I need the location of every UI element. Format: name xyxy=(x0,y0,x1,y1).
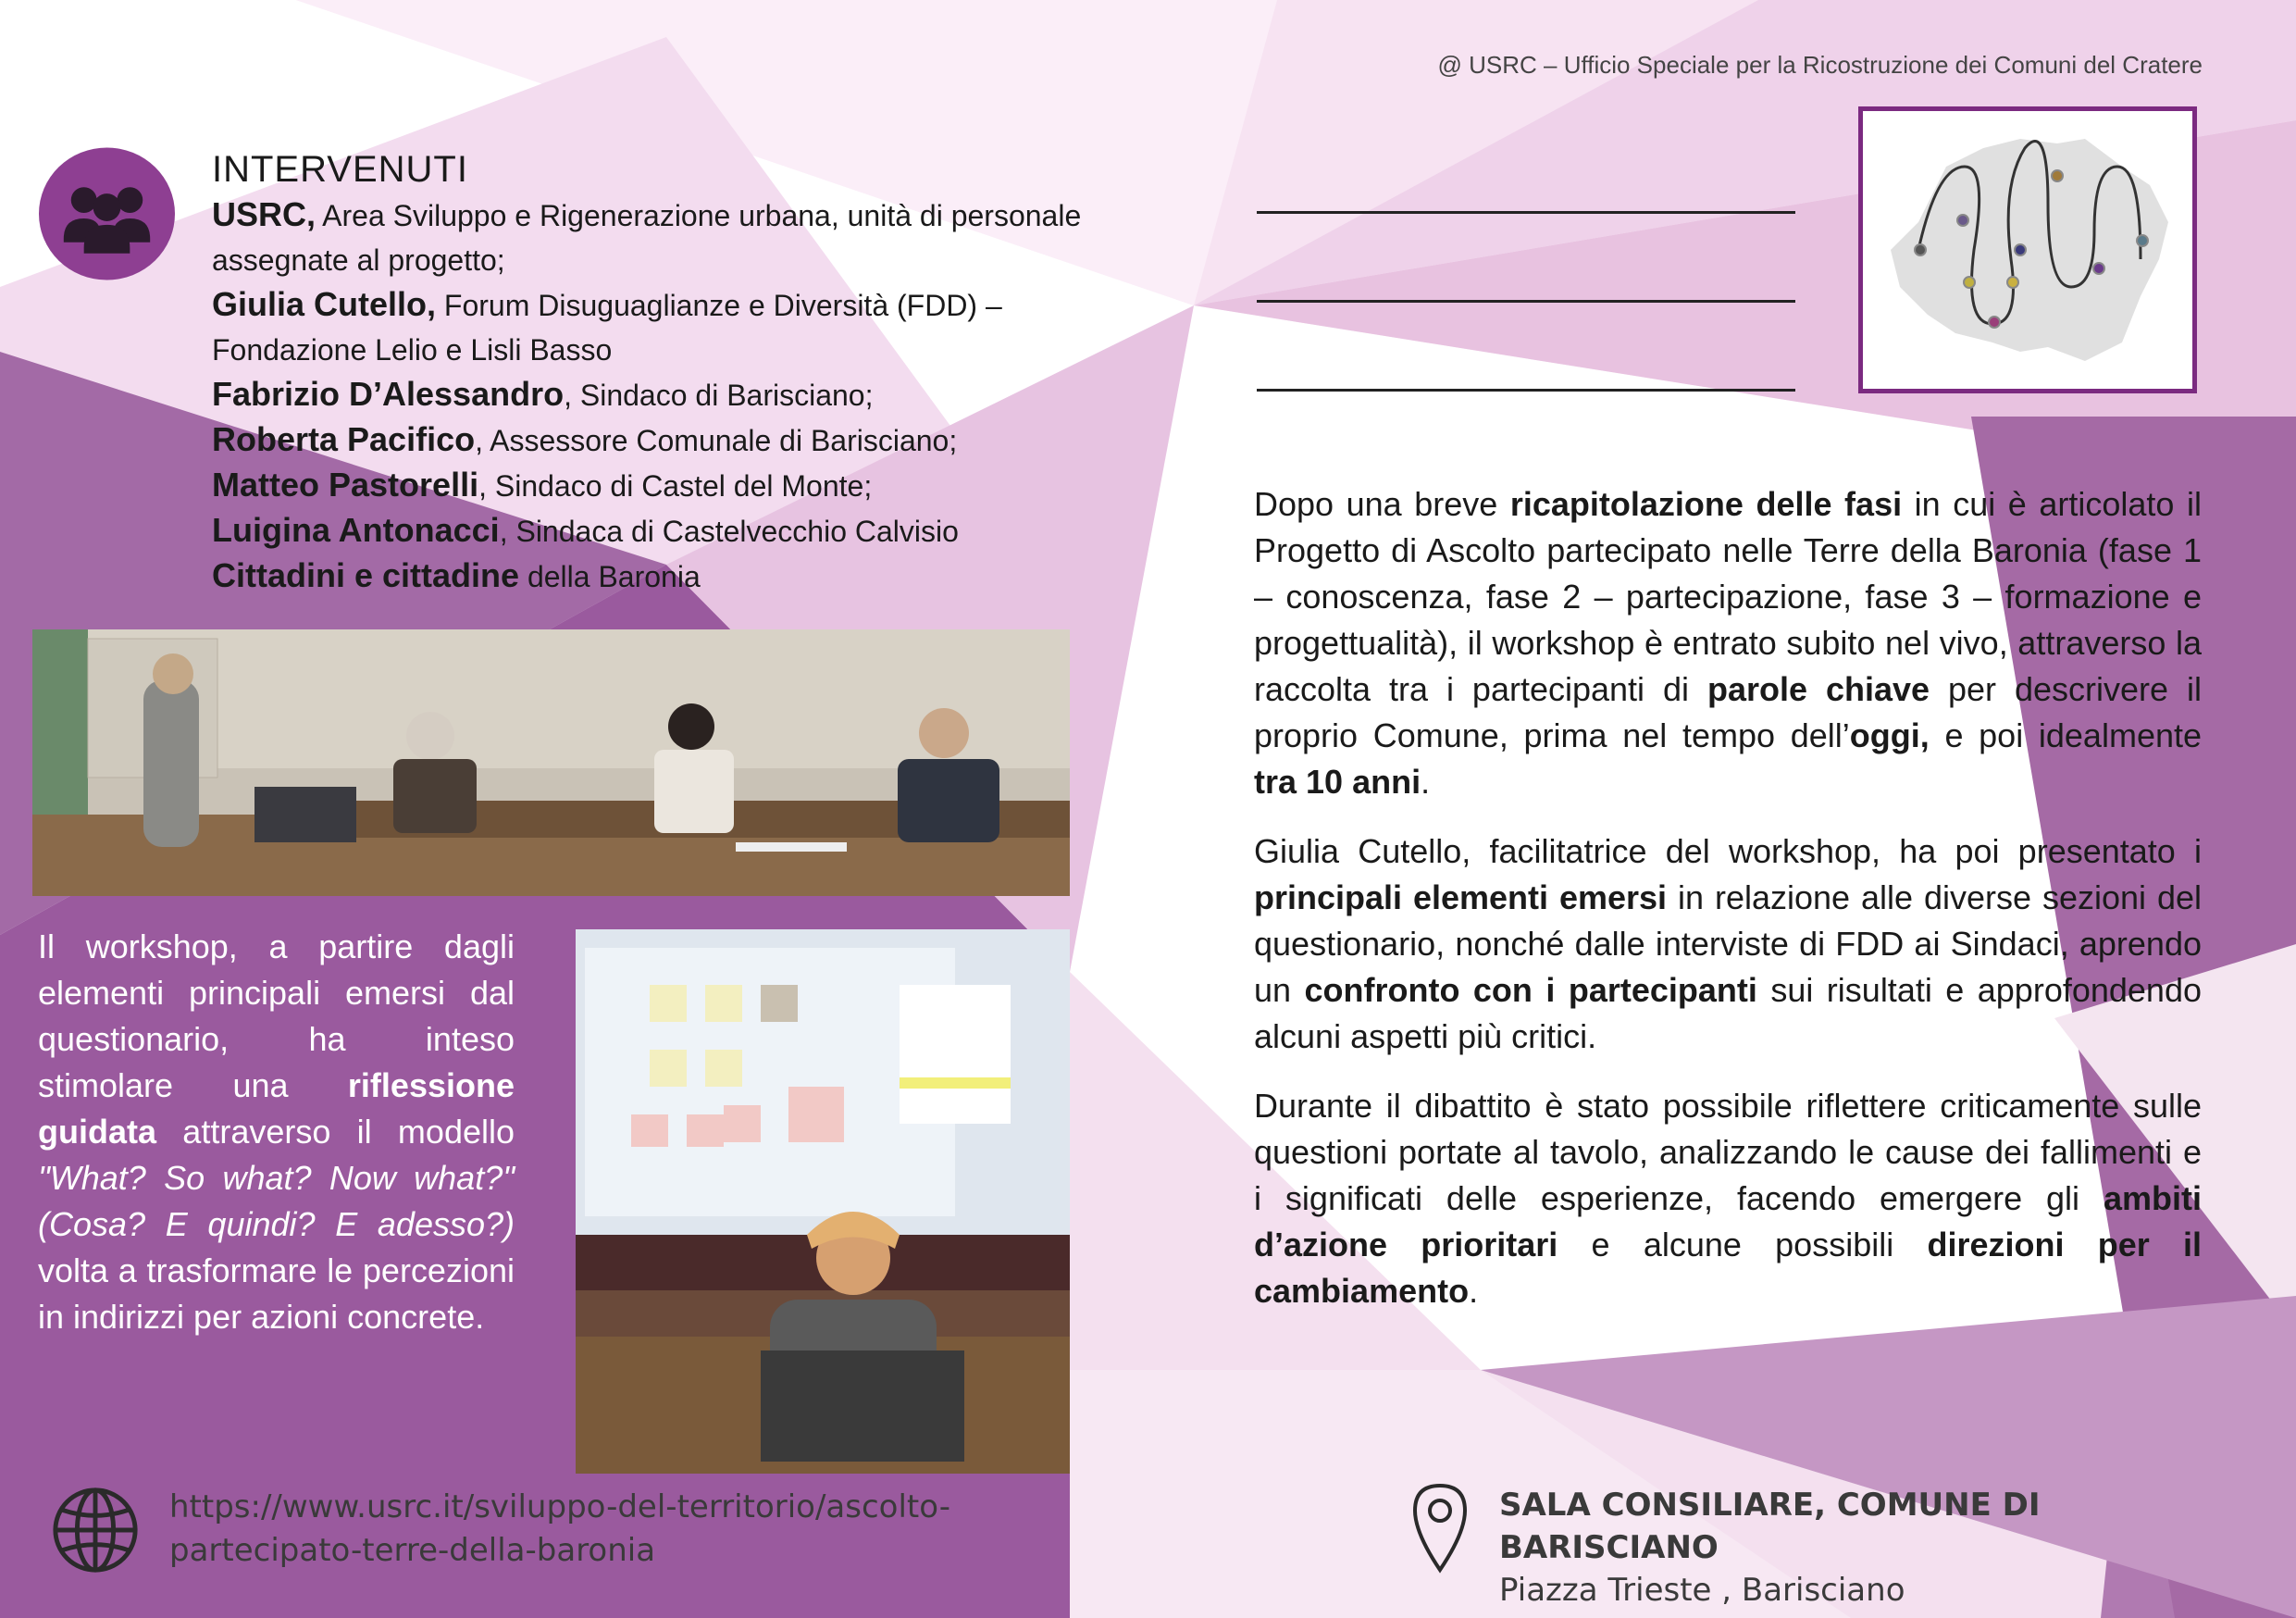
participant-entry xyxy=(212,282,1137,372)
participant-name: Cittadini e cittadine xyxy=(212,556,520,594)
text-run: Durante il dibattito è stato possibile riflettere criticamente sulle questioni portate al tavolo, analizzando le cause dei fallimenti e i significati delle esperienze, facendo emergere gli xyxy=(1254,1087,2202,1217)
blank-line xyxy=(1257,211,1795,214)
summary-paragraph-2 xyxy=(1254,828,2202,1060)
text-run: . xyxy=(1469,1272,1479,1310)
participant-entry xyxy=(212,554,1137,599)
participant-role: , Sindaca di Castelvecchio Calvisio xyxy=(499,515,959,548)
text-run: e poi idealmente xyxy=(1929,716,2203,754)
participant-entry xyxy=(212,508,1137,554)
participant-role: Area Sviluppo e Rigenerazione urbana, unità di personale assegnate al progetto; xyxy=(212,199,1082,277)
globe-icon xyxy=(50,1485,141,1575)
workshop-method-paragraph xyxy=(38,924,515,1340)
emphasis: oggi, xyxy=(1849,716,1930,754)
participant-entry xyxy=(212,193,1137,282)
text-run: Dopo una breve xyxy=(1254,485,1510,523)
venue-name: SALA CONSILIARE, COMUNE DI BARISCIANO xyxy=(1499,1487,2041,1566)
meeting-panel-photo xyxy=(32,629,1070,896)
workshop-summary xyxy=(1254,481,2202,1338)
emphasis: ricapitolazione delle fasi xyxy=(1509,485,1903,523)
workshop-facilitator-photo xyxy=(576,929,1070,1474)
emphasis: tra 10 anni xyxy=(1254,763,1421,801)
summary-paragraph-1 xyxy=(1254,481,2202,805)
blank-line xyxy=(1257,389,1795,392)
emphasis: direzioni per il cambiamento xyxy=(1254,1226,2203,1310)
participant-entry xyxy=(212,372,1137,417)
participant-name: Matteo Pastorelli xyxy=(212,466,479,504)
participant-name: Giulia Cutello, xyxy=(212,285,437,323)
group-icon xyxy=(38,146,176,281)
participant-name: Roberta Pacifico xyxy=(212,420,476,458)
participant-name: Luigina Antonacci xyxy=(212,511,500,549)
text-run: per descrivere il proprio Comune, prima nel tempo dell’ xyxy=(1254,670,2202,754)
text-run: in relazione alle diverse sezioni del questionario, nonché dalle interviste di FDD ai Sindaci, aprendo un xyxy=(1254,878,2202,1009)
emphasis: parole chiave xyxy=(1706,670,1930,708)
text-run: . xyxy=(1421,763,1431,801)
text-run: Il workshop, a partire dagli elementi principali emersi dal questionario, ha inteso stimolare una xyxy=(38,927,515,1104)
text-run: e alcune possibili xyxy=(1558,1226,1928,1263)
participant-role: della Baronia xyxy=(519,560,701,593)
project-link[interactable]: https://www.usrc.it/sviluppo-del-territorio/ascolto-partecipato-terre-della-baronia xyxy=(169,1488,950,1569)
participant-name: Fabrizio D’Alessandro xyxy=(212,375,565,413)
participant-role: , Assessore Comunale di Barisciano; xyxy=(475,424,958,457)
text-run: volta a trasformare le percezioni in indirizzi per azioni concrete. xyxy=(38,1251,515,1336)
italic-quote: "What? So what? Now what?" (Cosa? E quindi? E adesso?) xyxy=(38,1159,515,1243)
participants-title: INTERVENUTI xyxy=(212,149,468,190)
participant-entry xyxy=(212,463,1137,508)
blank-line xyxy=(1257,300,1795,303)
emphasis: riflessione guidata xyxy=(38,1066,515,1151)
emphasis: ambiti d’azione prioritari xyxy=(1254,1179,2202,1263)
participant-entry xyxy=(212,417,1137,463)
text-run: in cui è articolato il Progetto di Ascolto partecipato nelle Terre della Baronia (fase 1 – conoscenza, fase 2 – partecipazione, fase 3 – formazione e progettualità), il workshop è entrato subito nel vivo, attraverso la raccolta tra i partecipanti di xyxy=(1254,485,2203,708)
venue-info xyxy=(1499,1484,2240,1612)
text-run: Giulia Cutello, facilitatrice del workshop, ha poi presentato i xyxy=(1254,832,2202,870)
territory-map-image xyxy=(1858,106,2197,393)
text-run: sui risultati e approfondendo alcuni aspetti più critici. xyxy=(1254,971,2202,1055)
source-credit: @ USRC – Ufficio Speciale per la Ricostruzione dei Comuni del Cratere xyxy=(1437,51,2203,79)
participants-list xyxy=(212,146,1137,599)
participant-role: Forum Disuguaglianze e Diversità (FDD) – Fondazione Lelio e Lisli Basso xyxy=(212,289,1002,367)
participant-role: , Sindaco di Barisciano; xyxy=(564,379,874,412)
location-pin-icon xyxy=(1411,1481,1469,1574)
venue-address: Piazza Trieste , Barisciano xyxy=(1499,1572,1905,1609)
participant-role: , Sindaco di Castel del Monte; xyxy=(478,469,873,503)
emphasis: principali elementi emersi xyxy=(1254,878,1668,916)
summary-paragraph-3 xyxy=(1254,1083,2202,1314)
emphasis: confronto con i partecipanti xyxy=(1304,971,1757,1009)
participant-name: USRC, xyxy=(212,195,316,233)
text-run: attraverso il modello xyxy=(156,1113,515,1151)
